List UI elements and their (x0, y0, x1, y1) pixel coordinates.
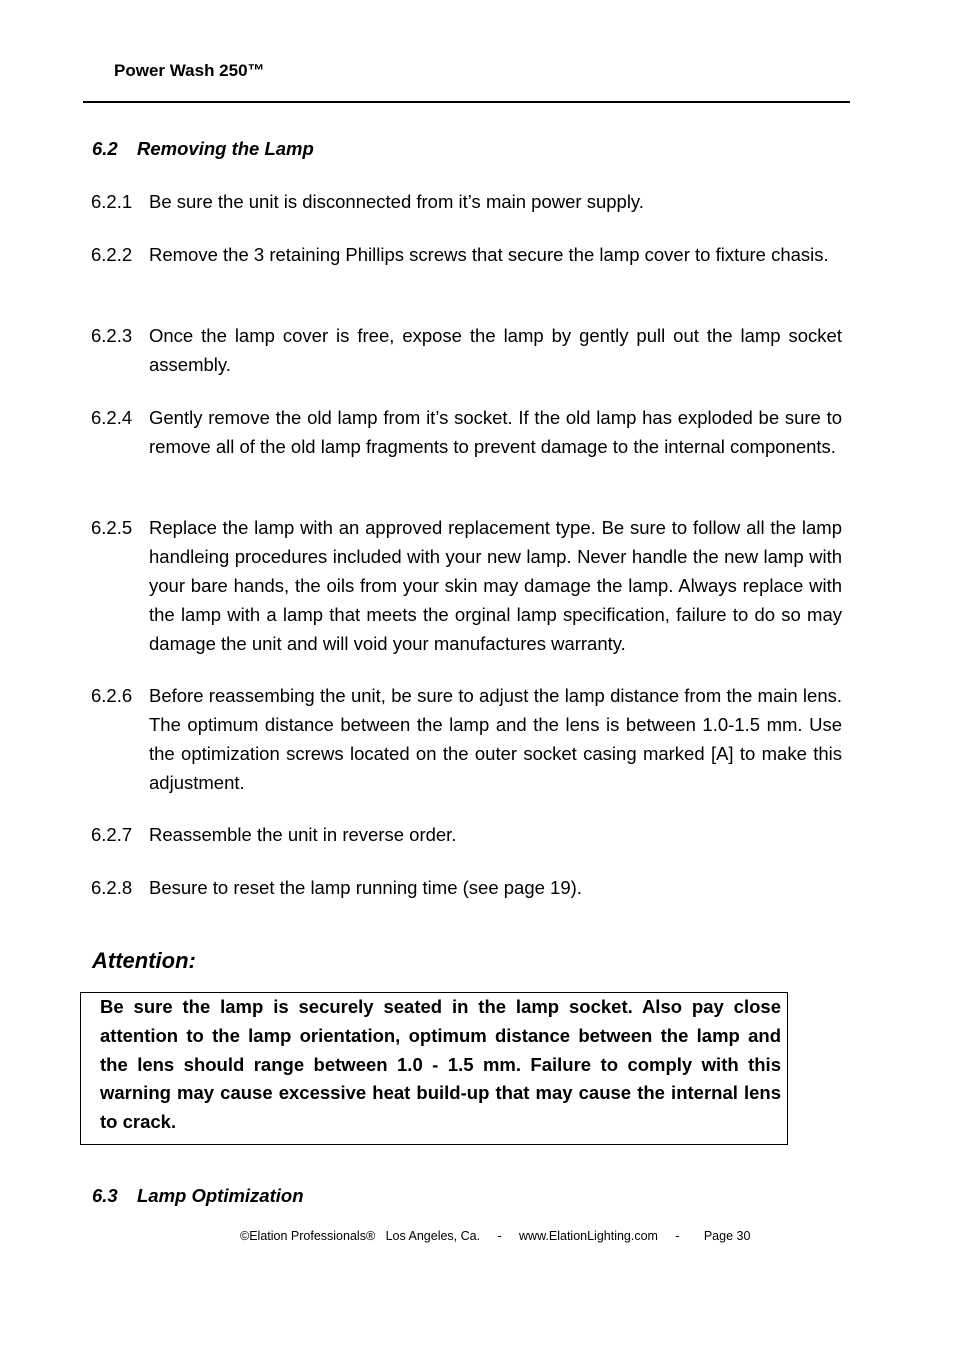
section-title: Lamp Optimization (137, 1185, 304, 1206)
footer-website: www.ElationLighting.com (519, 1229, 658, 1243)
step-6-2-6 (91, 681, 842, 797)
step-text: Gently remove the old lamp from it’s socket. If the old lamp has exploded be sure to remove all of the old lamp fragments to prevent damage to the internal components. (149, 407, 842, 457)
step-6-2-4 (91, 403, 842, 461)
section-number: 6.2 (92, 138, 118, 159)
warning-box (80, 992, 788, 1145)
step-6-2-2 (91, 240, 842, 269)
page-footer (240, 1228, 750, 1244)
step-number: 6.2.8 (91, 877, 133, 898)
step-text: Before reassembing the unit, be sure to adjust the lamp distance from the main lens. The optimum distance between the lamp and the lens is between 1.0-1.5 mm. Use the optimization screws located on the outer socket casing marked [A] to make this adjustment. (149, 685, 842, 793)
step-6-2-5 (91, 513, 842, 658)
step-number: 6.2.6 (91, 685, 133, 706)
step-6-2-1 (91, 187, 842, 216)
step-number: 6.2.2 (91, 244, 133, 265)
step-text: Once the lamp cover is free, expose the lamp by gently pull out the lamp socket assembly. (149, 325, 842, 375)
header-divider (83, 101, 850, 103)
section-title: Removing the Lamp (137, 138, 314, 159)
warning-text: Be sure the lamp is securely seated in the lamp socket. Also pay close attention to the lamp orientation, optimum distance between the lamp and the lens should range between 1.0 - 1.5 mm. Failure to comply with this warning may cause excessive heat build-up that may cause the internal lens to crack. (100, 996, 781, 1133)
step-text: Reassemble the unit in reverse order. (149, 824, 457, 845)
step-number: 6.2.1 (91, 191, 133, 212)
attention-heading: Attention: (92, 948, 196, 973)
section-heading-6-2 (92, 137, 314, 161)
step-6-2-8 (91, 873, 842, 902)
step-text: Besure to reset the lamp running time (see page 19). (149, 877, 582, 898)
document-header-title: Power Wash 250™ (114, 61, 265, 80)
section-heading-6-3 (92, 1184, 304, 1208)
footer-location: Los Angeles, Ca. (385, 1229, 481, 1243)
footer-separator: - (497, 1229, 502, 1243)
step-number: 6.2.7 (91, 824, 133, 845)
step-number: 6.2.4 (91, 407, 133, 428)
step-text: Be sure the unit is disconnected from it’s main power supply. (149, 191, 644, 212)
step-text: Replace the lamp with an approved replacement type. Be sure to follow all the lamp handleing procedures included with your new lamp. Never handle the new lamp with your bare hands, the oils from your skin may damage the lamp. Always replace with the lamp with a lamp that meets the orginal lamp specification, failure to do so may damage the unit and will void your manufactures warranty. (149, 517, 842, 654)
section-number: 6.3 (92, 1185, 118, 1206)
step-number: 6.2.3 (91, 325, 133, 346)
step-6-2-3 (91, 321, 842, 379)
footer-separator: - (675, 1229, 680, 1243)
step-number: 6.2.5 (91, 517, 133, 538)
footer-page-number: Page 30 (703, 1229, 751, 1243)
footer-copyright: ©Elation Professionals® (240, 1229, 376, 1243)
step-text: Remove the 3 retaining Phillips screws that secure the lamp cover to fixture chasis. (149, 244, 829, 265)
step-6-2-7 (91, 820, 842, 849)
